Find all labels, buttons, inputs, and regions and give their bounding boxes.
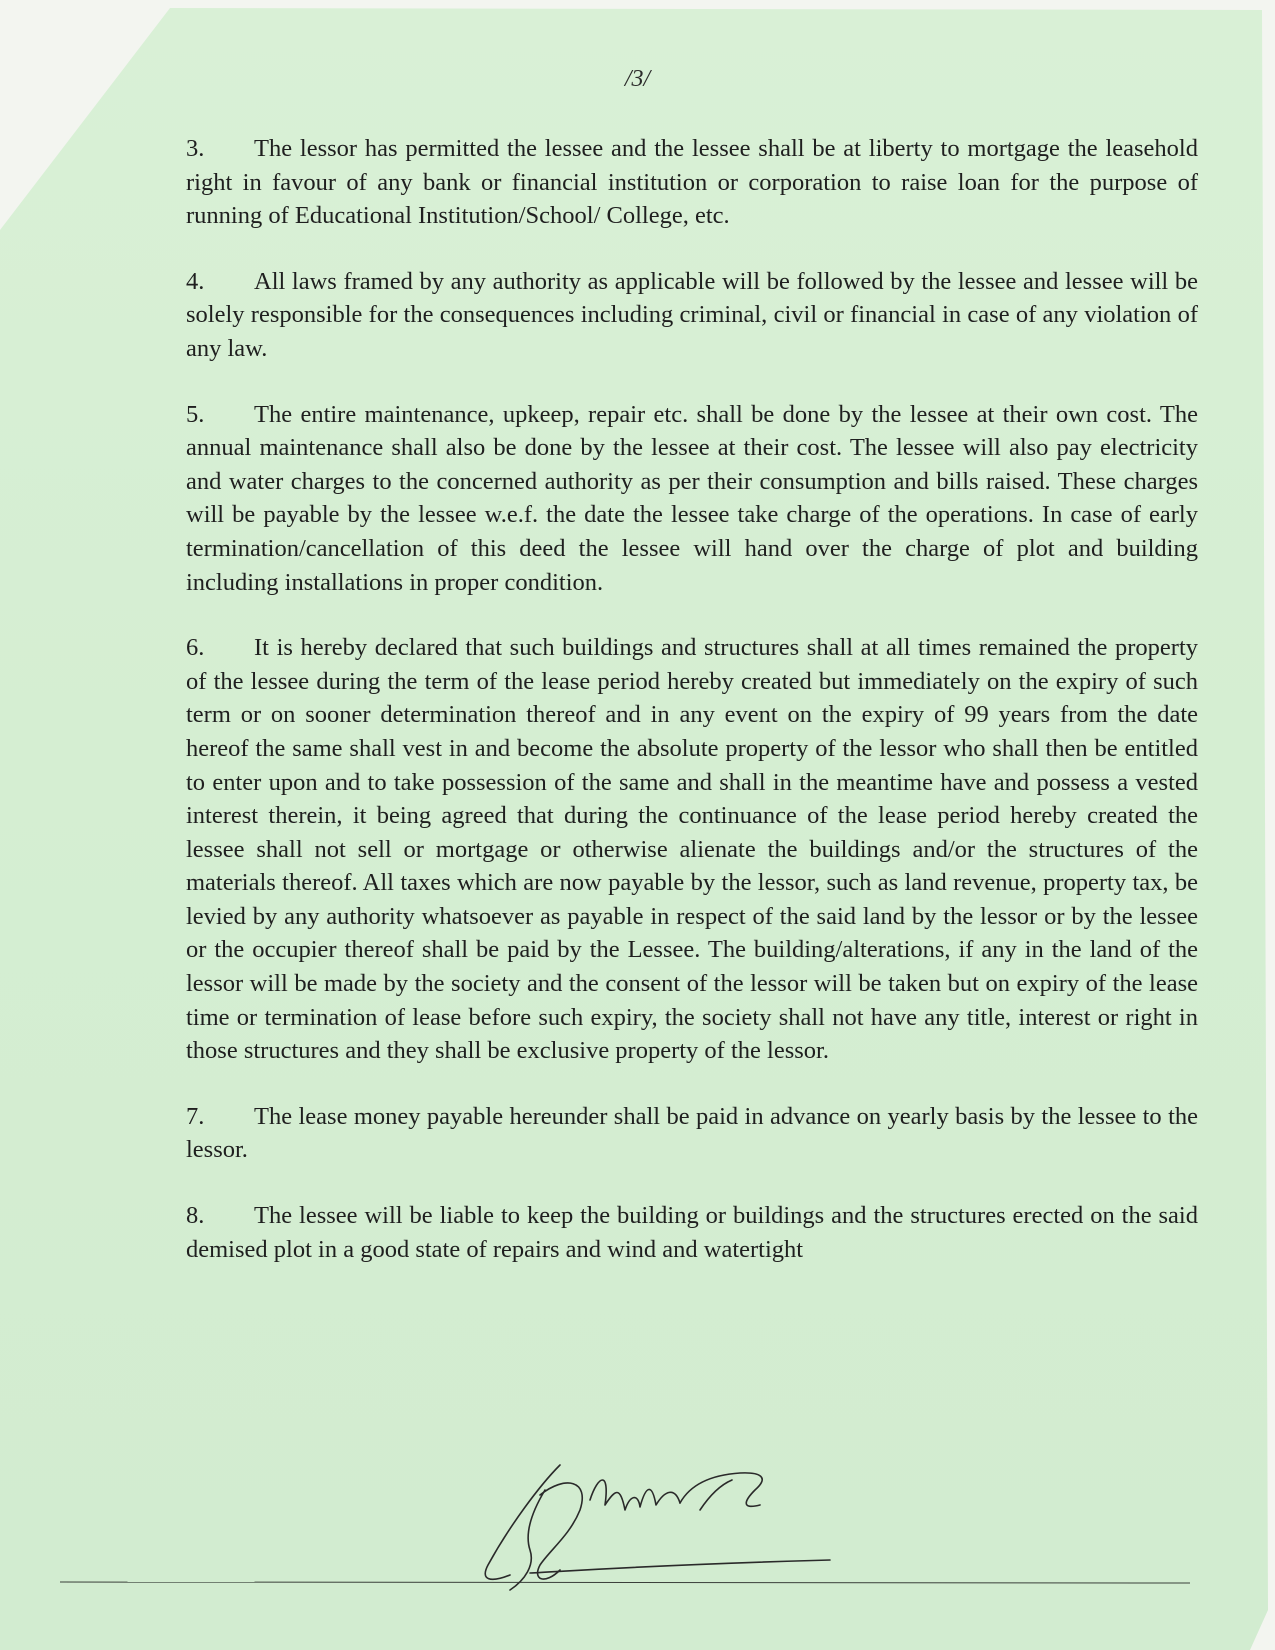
clause-text: It is hereby declared that such buildings and structures shall at all times remained the property of the lessee during the term of the lease period hereby created but immediately on the expiry of such term or on sooner determination thereof and in any event on the expiry of 99 years from the date hereof the same shall vest in and become the absolute property of the lessor who shall then be entitled to enter upon and to take possession of the same and shall in the meantime have and possess a vested interest therein, it being agreed that during the continuance of the lease period hereby created the lessee shall not sell or mortgage or otherwise alienate the buildings and/or the structures of the materials thereof. All taxes which are now payable by the lessor, such as land revenue, property tax, be levied by any authority whatsoever as payable in respect of the said land by the lessor or by the lessee or the occupier thereof shall be paid by the Lessee. The building/alterations, if any in the land of the lessor will be made by the society and the consent of the lessor will be taken but on expiry of the lease time or termination of lease before such expiry, the society shall not have any title, interest or right in those structures and they shall be exclusive property of the lessor. [186, 634, 1198, 1065]
document-body [186, 132, 1198, 1298]
clause-text: The lessor has permitted the lessee and the lessee shall be at liberty to mortgage the leasehold right in favour of any bank or financial institution or corporation to raise loan for the purpose of running of Educational Institution/School/ College, etc. [186, 135, 1198, 230]
clause-text: The lessee will be liable to keep the building or buildings and the structures erected on the said demised plot in a good state of repairs and wind and watertight [186, 1202, 1198, 1263]
clause-8 [186, 1199, 1198, 1266]
clause-5 [186, 398, 1198, 600]
clause-number: 8. [186, 1202, 205, 1230]
clause-4 [186, 265, 1198, 366]
clause-text: The lease money payable hereunder shall be paid in advance on yearly basis by the lessee to the lessor. [186, 1102, 1198, 1164]
clause-3 [186, 132, 1198, 233]
clause-number: 3. [186, 135, 205, 162]
clause-number: 4. [186, 267, 205, 295]
clause-number: 7. [186, 1102, 205, 1130]
clause-text: All laws framed by any authority as applicable will be followed by the lessee and lessee will be solely responsible for the consequences including criminal, civil or financial in case of any violation of any law. [186, 267, 1198, 362]
clause-6 [186, 631, 1198, 1068]
clause-text: The entire maintenance, upkeep, repair etc. shall be done by the lessee at their own cost. The annual maintenance shall also be done by the lessee at their cost. The lessee will also pay electricity and water charges to the concerned authority as per their consumption and bills raised. These charges will be payable by the lessee w.e.f. the date the lessee take charge of the operations. In case of early termination/cancellation of this deed the lessee will hand over the charge of plot and building including installations in proper condition. [186, 400, 1198, 596]
clause-number: 6. [186, 634, 205, 662]
clause-number: 5. [186, 400, 205, 428]
clause-7 [186, 1100, 1198, 1167]
handwritten-signature [470, 1455, 840, 1595]
page-number: /3/ [624, 66, 651, 92]
